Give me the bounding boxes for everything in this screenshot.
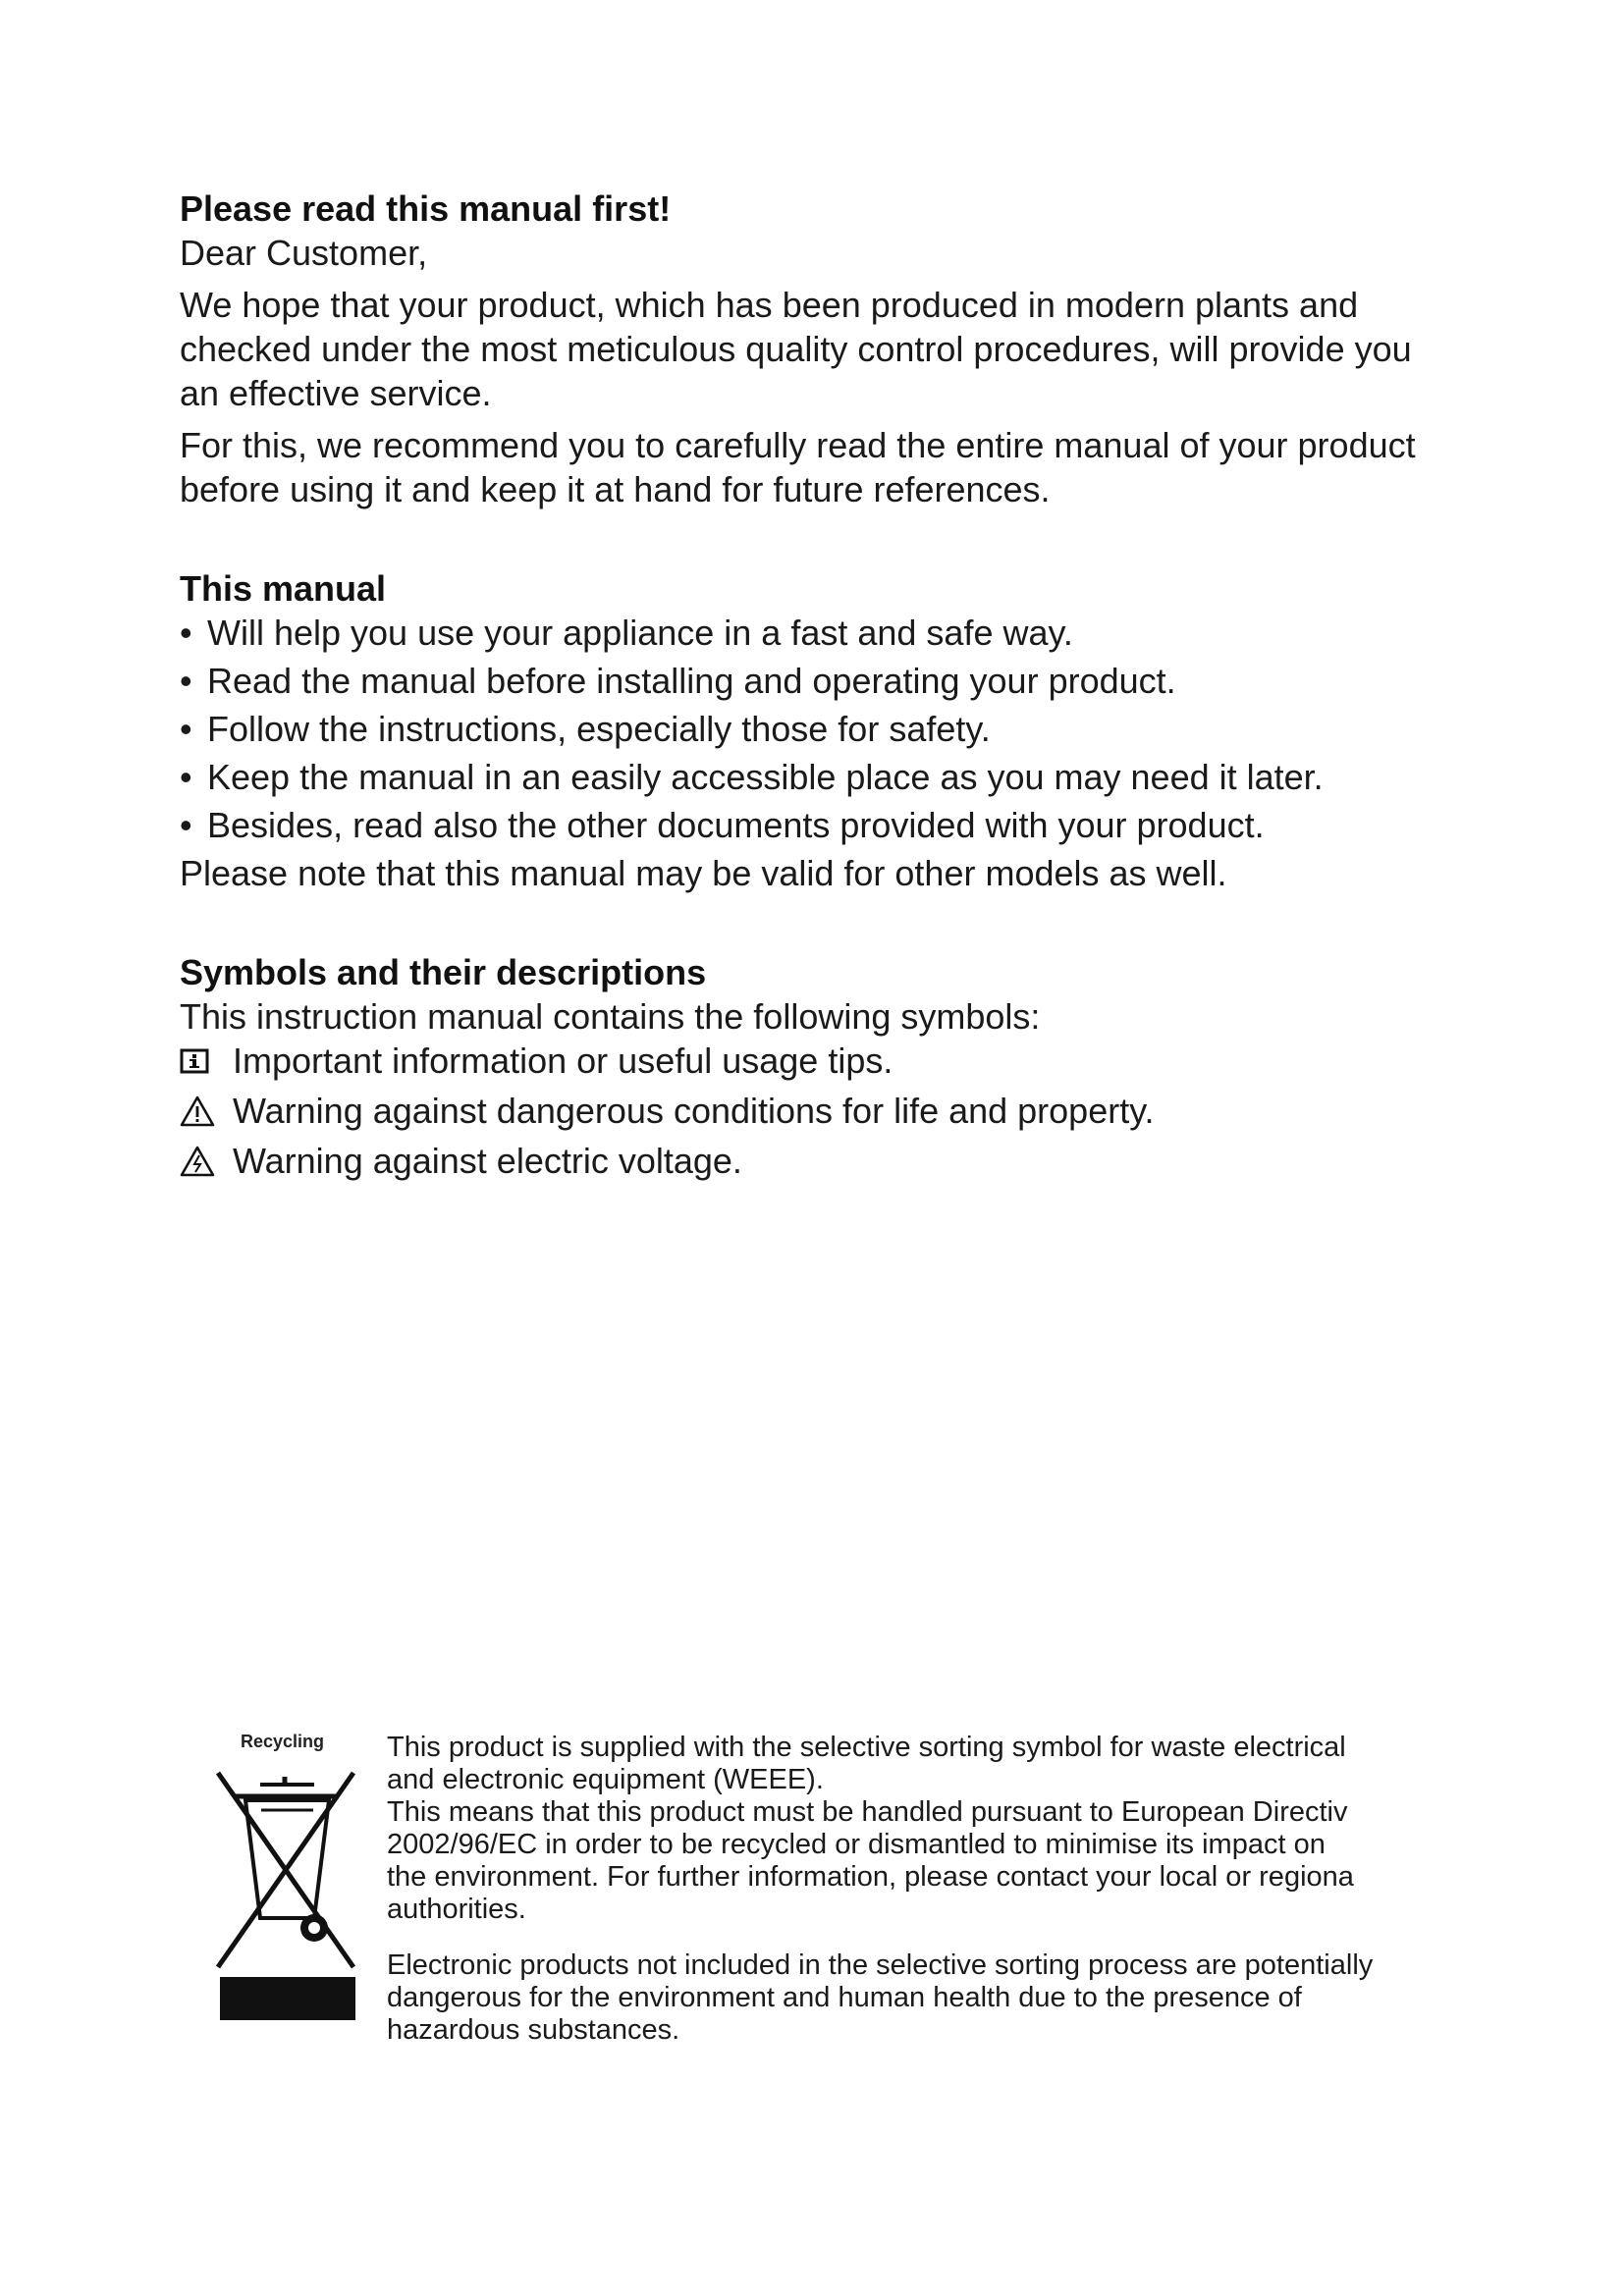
weee-section — [216, 1732, 1492, 2075]
weee-line: dangerous for the environment and human health due to the presence of — [387, 1982, 1302, 2013]
intro-paragraph-2: For this, we recommend you to carefully read the entire manual of your product before using it and keep it at hand for future references. — [180, 425, 1416, 509]
list-item: • Read the manual before installing and operating your product. — [180, 661, 1176, 701]
intro-paragraph-1: We hope that your product, which has been produced in modern plants and checked under the most meticulous quality control procedures, will provide you an effective service. — [180, 285, 1412, 413]
list-item: • Will help you use your appliance in a fast and safe way. — [180, 613, 1073, 653]
weee-black-bar — [220, 1977, 355, 2020]
bullet-icon: • — [180, 661, 192, 701]
weee-line: authorities. — [387, 1894, 526, 1925]
weee-line: hazardous substances. — [387, 2014, 680, 2046]
symbol-text: Important information or useful usage tips. — [233, 1041, 893, 1081]
crossed-bin-icon — [216, 1771, 358, 2006]
symbol-row-warning — [180, 1089, 1456, 1133]
symbol-row-info — [180, 1039, 1456, 1083]
bullet-icon: • — [180, 805, 192, 845]
warning-icon — [180, 1089, 233, 1133]
greeting: Dear Customer, — [180, 233, 428, 273]
weee-line: the environment. For further information, please contact your local or regiona — [387, 1861, 1354, 1893]
weee-line: This means that this product must be handled pursuant to European Directiv — [387, 1796, 1348, 1828]
weee-text — [387, 1732, 1496, 2047]
weee-line: 2002/96/EC in order to be recycled or dismantled to minimise its impact on — [387, 1829, 1326, 1860]
list-item: • Besides, read also the other documents provided with your product. — [180, 805, 1265, 845]
manual-note: Please note that this manual may be valid for other models as well. — [180, 853, 1227, 893]
intro-heading: Please read this manual first! — [180, 188, 672, 229]
recycling-label: Recycling — [241, 1732, 325, 1751]
bullet-icon: • — [180, 709, 192, 749]
symbol-row-electric — [180, 1139, 1456, 1183]
electric-warning-icon — [180, 1139, 233, 1183]
symbols-heading: Symbols and their descriptions — [180, 952, 707, 992]
weee-line: Electronic products not included in the selective sorting process are potentially — [387, 1949, 1374, 1981]
list-item: • Follow the instructions, especially those for safety. — [180, 709, 991, 749]
list-item: • Keep the manual in an easily accessible place as you may need it later. — [180, 757, 1324, 797]
manual-heading: This manual — [180, 568, 387, 609]
weee-line: This product is supplied with the selective sorting symbol for waste electrical — [387, 1732, 1346, 1763]
symbols-intro: This instruction manual contains the following symbols: — [180, 996, 1041, 1037]
symbol-text: Warning against electric voltage. — [233, 1141, 742, 1181]
symbol-text: Warning against dangerous conditions for life and property. — [233, 1091, 1155, 1131]
manual-bullet-list — [180, 611, 1456, 847]
weee-line: and electronic equipment (WEEE). — [387, 1764, 824, 1795]
main-content — [180, 187, 1456, 1189]
bullet-icon: • — [180, 757, 192, 797]
bullet-icon: • — [180, 613, 192, 653]
info-icon — [180, 1039, 233, 1083]
